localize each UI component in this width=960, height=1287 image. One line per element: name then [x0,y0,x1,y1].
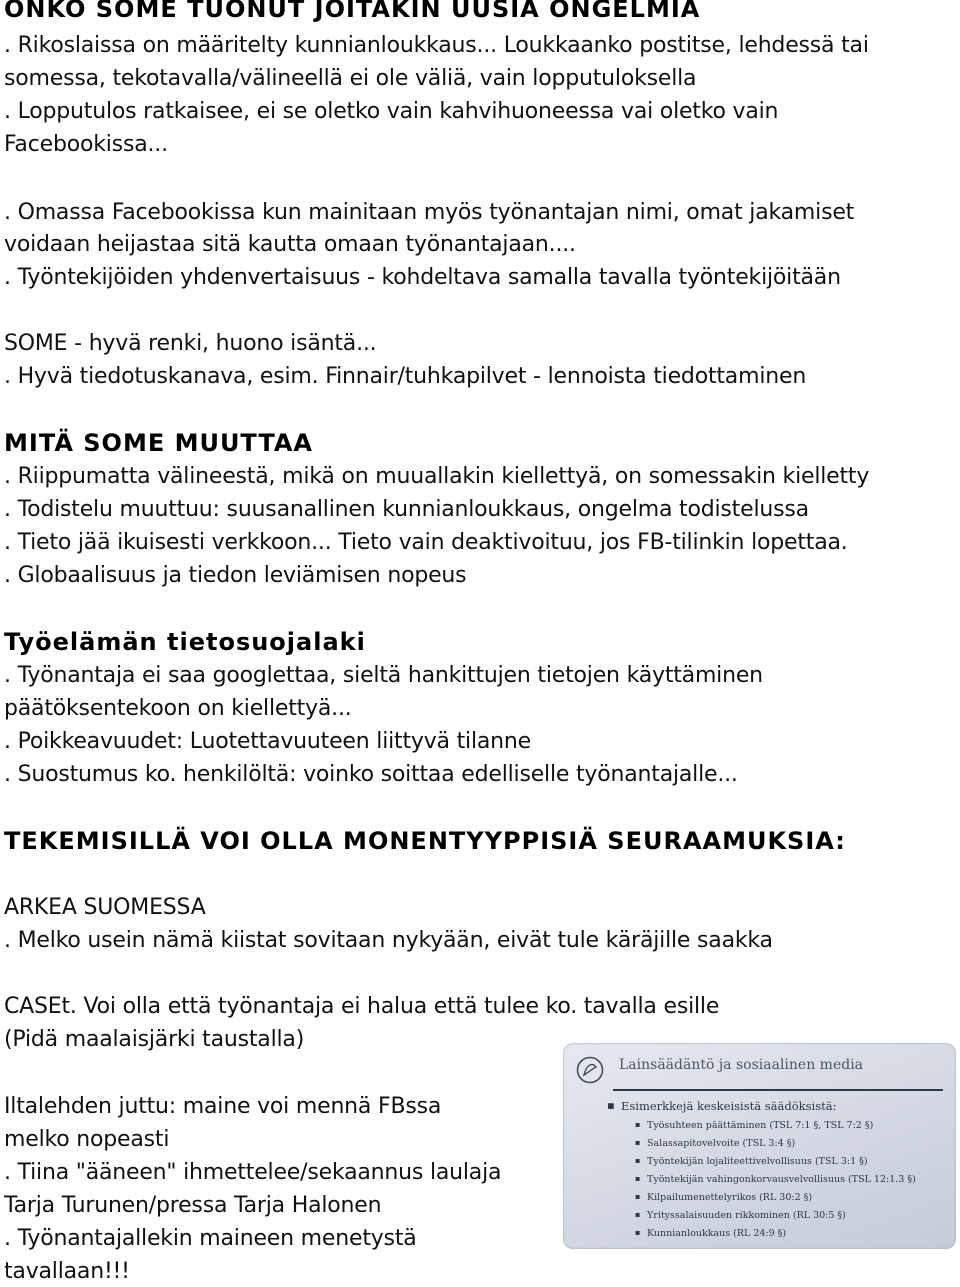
text-line: . Lopputulos ratkaisee, ei se oletko vain kahvihuoneessa vai oletko vain [4,99,779,124]
slide-title: Lainsäädäntö ja sosiaalinen media [619,1057,864,1073]
text-line: . Tieto jää ikuisesti verkkoon... Tieto vain deaktivoituu, jos FB-tilinkin lopettaa. [4,530,848,555]
slide-list-item: ▪ Kunnianloukkaus (RL 24:9 §) [647,1228,786,1239]
slide-list-item: ▪ Työsuhteen päättäminen (TSL 7:1 §, TSL 7:2 §) [647,1120,873,1131]
slide-photo [563,1043,956,1249]
text-line: Iltalehden juttu: maine voi mennä FBssa [4,1094,442,1119]
text-line: . Omassa Facebookissa kun mainitaan myös työnantajan nimi, omat jakamiset [4,200,855,225]
slide-list-item: ▪ Työntekijän vahingonkorvausvelvollisuus (TSL 12:1.3 §) [647,1174,916,1185]
text-line: melko nopeasti [4,1127,170,1152]
text-line: . Riippumatta välineestä, mikä on muuallakin kiellettyä, on somessakin kielletty [4,464,870,489]
text-line: tavallaan!!! [4,1259,130,1284]
text-line: . Poikkeavuudet: Luotettavuuteen liittyvä tilanne [4,729,531,754]
text-line: . Todistelu muuttuu: suusanallinen kunnianloukkaus, ongelma todistelussa [4,497,809,522]
heading-seuraamuksia: TEKEMISILLÄ VOI OLLA MONENTYYPPISIÄ SEURAAMUKSIA: [4,827,846,855]
text-line: (Pidä maalaisjärki taustalla) [4,1027,305,1052]
circle-logo-icon [575,1055,605,1085]
text-line: . Työntekijöiden yhdenvertaisuus - kohdeltava samalla tavalla työntekijöitään [4,265,841,290]
text-line: Tarja Turunen/pressa Tarja Halonen [4,1193,382,1218]
text-line: somessa, tekotavalla/välineellä ei ole väliä, vain lopputuloksella [4,66,697,91]
text-line: . Suostumus ko. henkilöltä: voinko soittaa edelliselle työnantajalle... [4,762,738,787]
text-line: päätöksentekoon on kiellettyä... [4,696,352,721]
slide-list-item: ▪ Yrityssalaisuuden rikkominen (RL 30:5 §) [647,1210,846,1221]
heading-tietosuojalaki: Työelämän tietosuojalaki [4,628,366,656]
text-line: . Työnantaja ei saa googlettaa, sieltä hankittujen tietojen käyttäminen [4,663,763,688]
text-line: SOME - hyvä renki, huono isäntä... [4,331,377,356]
heading-some-ongelmia: ONKO SOME TUONUT JOITAKIN UUSIA ONGELMIA [4,0,701,23]
slide-divider [613,1089,943,1091]
text-line: voidaan heijastaa sitä kautta omaan työnantajaan.... [4,232,576,257]
text-line: ARKEA SUOMESSA [4,895,206,920]
slide-list-item: ▪ Kilpailumenettelyrikos (RL 30:2 §) [647,1192,812,1203]
slide-subtitle: ▪ Esimerkkejä keskeisistä säädöksistä: [621,1099,836,1113]
text-line: CASEt. Voi olla että työnantaja ei halua että tulee ko. tavalla esille [4,994,720,1019]
slide-list-item: ▪ Salassapitovelvoite (TSL 3:4 §) [647,1138,795,1149]
text-line: . Rikoslaissa on määritelty kunnianloukkaus... Loukkaanko postitse, lehdessä tai [4,33,869,58]
slide-list-item: ▪ Työntekijän lojaliteettivelvollisuus (TSL 3:1 §) [647,1156,868,1167]
text-line: . Työnantajallekin maineen menetystä [4,1226,417,1251]
text-line: . Hyvä tiedotuskanava, esim. Finnair/tuhkapilvet - lennoista tiedottaminen [4,364,807,389]
text-line: . Globaalisuus ja tiedon leviämisen nopeus [4,563,467,588]
heading-mita-some-muuttaa: MITÄ SOME MUUTTAA [4,429,314,457]
text-line: . Tiina "ääneen" ihmettelee/sekaannus laulaja [4,1160,502,1185]
text-line: . Melko usein nämä kiistat sovitaan nykyään, eivät tule käräjille saakka [4,928,773,953]
text-line: Facebookissa... [4,132,168,157]
